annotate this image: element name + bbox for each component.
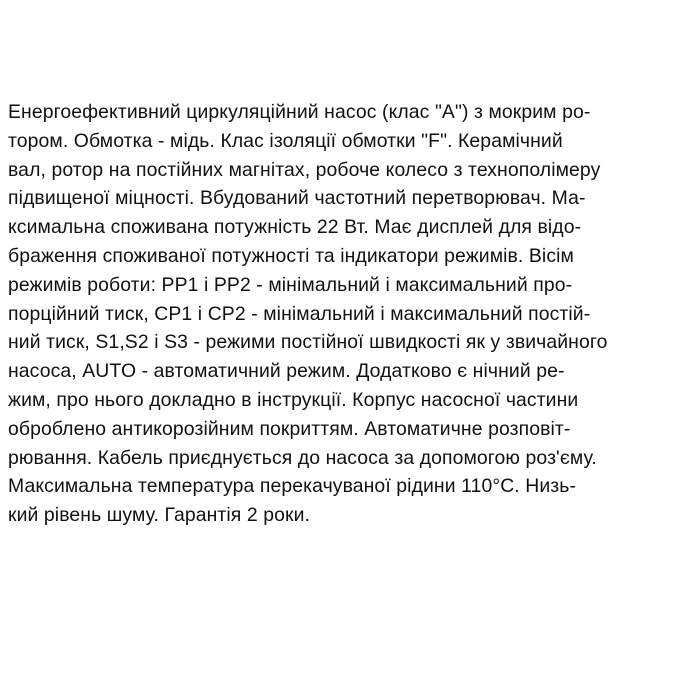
- text-line: браження споживаної потужності та індикатори режимів. Вісім: [8, 244, 574, 267]
- text-line: Енергоефективний циркуляційний насос (клас "А") з мокрим ро-: [8, 101, 591, 123]
- text-line: Максимальна температура перекачуваної рідини 110°С. Низь-: [8, 475, 577, 498]
- text-line: вал, ротор на постійних магнітах, робоче колесо з технополімеру: [8, 158, 601, 181]
- text-line: ксимальна споживана потужність 22 Вт. Має дисплей для відо-: [8, 216, 582, 239]
- text-line: тором. Обмотка - мідь. Клас ізоляції обмотки "F". Керамічний: [8, 129, 563, 152]
- text-line: підвищеної міцності. Вбудований частотний перетворювач. Ма-: [8, 187, 586, 210]
- text-line: порційний тиск, CP1 і CP2 - мінімальний і максимальний постій-: [8, 302, 591, 325]
- text-line: жим, про нього докладно в інструкції. Корпус насосної частини: [8, 388, 579, 411]
- text-line: ний тиск, S1,S2 і S3 - режими постійної швидкості як у звичайного: [8, 331, 608, 354]
- text-line: кий рівень шуму. Гарантія 2 роки.: [8, 504, 311, 527]
- text-line: рювання. Кабель приєднується до насоса за допомогою роз'єму.: [8, 446, 597, 469]
- text-line: насоса, AUTO - автоматичний режим. Додатково є нічний ре-: [8, 360, 565, 383]
- text-line: оброблено антикорозійним покриттям. Автоматичне розповіт-: [8, 417, 571, 440]
- text-line: режимів роботи: PP1 і PP2 - мінімальний і максимальний про-: [8, 273, 573, 296]
- product-description: [8, 98, 698, 530]
